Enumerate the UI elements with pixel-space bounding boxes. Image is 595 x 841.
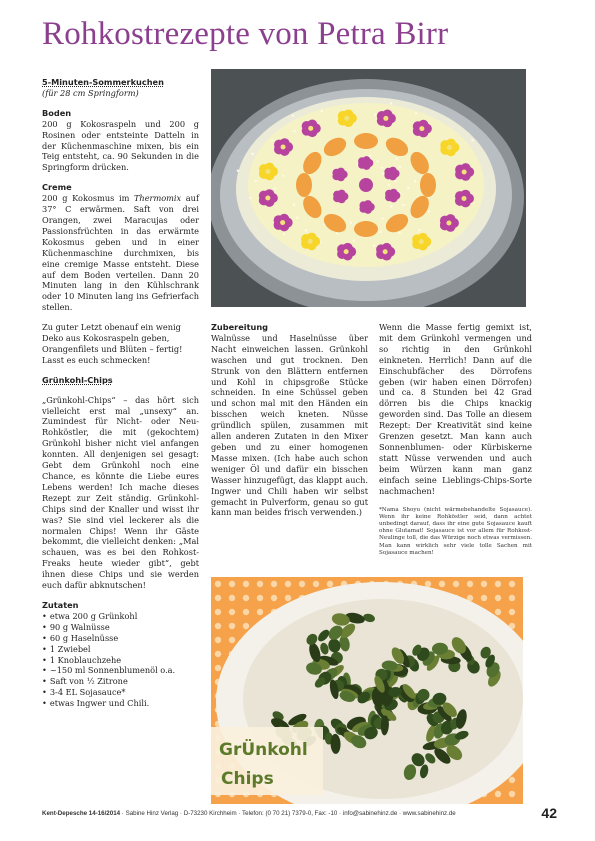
zubereitung-text: Walnüsse und Haselnüsse über Nacht einweichen lassen. Grünkohl waschen und gut trocknen. Den Strunk von den Blättern entfernen und Kohl in chipsgroße Stücke schneiden. In eine Schüssel geben und schon mal mit den Händen ein bisschen weich kneten. Nüsse gründlich spülen, zusammen mit allen anderen Zutaten in den Mixer geben und zu einer homogenen Masse mixen. (Ich habe auch schon weniger Öl und dafür ein bisschen Wasser hinzugefügt, das klappt auch. Ingwer und Chili haben wir selbst gemacht in Pulverform, genau so gut kann man beides frisch verwenden.) bbox=[211, 332, 368, 518]
recipe-title-summer-cake: 5-Minuten-Sommerkuchen bbox=[42, 77, 164, 87]
flower-center bbox=[419, 126, 424, 131]
kale-chips-illustration bbox=[211, 577, 523, 804]
flower-center bbox=[447, 145, 452, 150]
thermomix-word: Thermomix bbox=[133, 193, 182, 204]
soy-sauce-footnote: *Nama Shoyu (nicht wärmebehandelte Sojasauce). Wenn ihr keine Rohköstler seid, dann achtet unbedingt darauf, dass ihr eine gute Sojasauce kauft ohne Glutamat! Sojasauce ist vor allem für Rohkost-Neulinge toll, die das Würzige noch etwas vermissen. Man kann wirklich sehr viele tolle Sachen mit Sojasauce machen! bbox=[379, 506, 532, 556]
flower-center bbox=[462, 169, 467, 174]
flower-petal bbox=[390, 189, 398, 197]
creme-text-part2: auf 37° C erwärmen. Saft von drei Orangen, zwei Maracujas oder Passionsfrüchten in das erwärmte Kokosmus geben und in einer Küchenmaschine durchmixen, bis eine cremige Masse entsteht. Diese auf dem Boden verteilen. Dann 20 Minuten lang in den Kühlschrank oder 10 Minuten lang ins Gefrierfach stellen. bbox=[42, 193, 199, 313]
orange-slice bbox=[296, 173, 312, 197]
coconut-flake bbox=[374, 114, 376, 116]
coconut-flake bbox=[251, 153, 253, 155]
flower-petal bbox=[337, 168, 345, 176]
flower-center bbox=[462, 196, 467, 201]
coconut-flake bbox=[296, 216, 298, 218]
coconut-flake bbox=[369, 155, 371, 157]
deko-text: Zu guter Letzt obenauf ein wenig Deko aus Kokosraspeln geben, Orangenfilets und Blüten – fertig! Lasst es euch schmecken! bbox=[42, 322, 183, 365]
coconut-flake bbox=[415, 112, 417, 114]
creme-text-part1: 200 g Kokosmus im bbox=[42, 193, 134, 204]
creme-text bbox=[42, 193, 199, 313]
coconut-flake bbox=[305, 229, 307, 231]
coconut-flake bbox=[274, 187, 276, 189]
flower-center bbox=[308, 126, 313, 131]
flower-center bbox=[446, 220, 451, 225]
flower-center bbox=[344, 249, 349, 254]
coconut-flake bbox=[376, 160, 378, 162]
recipe-title-kale-chips: Grünkohl-Chips bbox=[42, 374, 113, 385]
coconut-flake bbox=[402, 204, 404, 206]
coconut-flake bbox=[255, 180, 257, 182]
flower-petal bbox=[338, 190, 346, 198]
footer-info: · Sabine Hinz Verlag · D-73230 Kirchheim · Telefon: (0 70 21) 7379-0, Fax: -10 · info@sabinehinz.de · www.sabinehinz.de bbox=[120, 810, 456, 817]
zubereitung-continued-text: Wenn die Masse fertig gemixt ist, mit dem Grünkohl vermengen und so richtig in den Grünkohl einkneten. Herrlich! Dann auf die Einschubfächer des Dörrofens geben (wir haben einen Dörrofen) und ca. 8 Stunden bei 42 Grad dörren bis die Chips knackig geworden sind. Das Tolle an diesem Rezept: Der Kreativität sind keine Grenzen gesetzt. Man kann auch Sonnenblumen- oder Kürbiskerne statt Nüsse verwenden und auch beim Würzen kann man ganz einfach seine Lieblings-Chips-Sorte nachmachen! bbox=[379, 322, 532, 496]
coconut-flake bbox=[396, 158, 398, 160]
coconut-flake bbox=[282, 174, 284, 176]
coconut-flake bbox=[249, 197, 251, 199]
ingredient-item: • 1 Zwiebel bbox=[42, 644, 199, 655]
coconut-flake bbox=[390, 102, 392, 104]
coconut-flake bbox=[293, 204, 295, 206]
chips-intro-text: „Grünkohl-Chips“ – das hört sich vielleicht erst mal „unsexy“ an. Zumindest für Nicht- oder Neu-Rohköstler, die mit (gekochtem) Grünkohl bisher nicht viel anfangen konnten. All denjenigen sei gesagt: Gebt dem Grünkohl noch eine Chance, es könnte die Liebe eures Lebens werden! Ich mache dieses Rezept zur Zeit ständig. Grünkohl-Chips sind der Knaller und wisst ihr was? Sie sind viel leckerer als die normalen Chips! Wenn ihr Gäste bekommt, die vielleicht denken: „Mal schauen, was es bei den Rohkost-Freaks heute wieder gibt“, gebt ihnen diese Chips und sie werden euch dafür abknutschen! bbox=[42, 394, 199, 591]
page-title: Rohkostrezepte von Petra Birr bbox=[42, 16, 449, 52]
coconut-flake bbox=[353, 239, 355, 241]
flower-petal bbox=[363, 156, 371, 164]
coconut-flake bbox=[292, 115, 294, 117]
coconut-flake bbox=[407, 187, 409, 189]
section-heading-zutaten: Zutaten bbox=[42, 599, 79, 610]
flower-center bbox=[419, 239, 424, 244]
page-footer bbox=[42, 805, 557, 824]
coconut-flake bbox=[418, 229, 420, 231]
center-flower bbox=[359, 178, 373, 192]
ingredient-item: • Saft von ½ Zitrone bbox=[42, 676, 199, 687]
coconut-flake bbox=[471, 139, 473, 141]
cake-illustration bbox=[211, 69, 526, 307]
coconut-flake bbox=[336, 232, 338, 234]
coconut-flake bbox=[388, 184, 390, 186]
coconut-flake bbox=[379, 231, 381, 233]
coconut-flake bbox=[381, 166, 383, 168]
ingredient-list bbox=[42, 611, 199, 709]
coconut-flake bbox=[293, 130, 295, 132]
chips-label-line1: GrÜnkohl bbox=[219, 740, 308, 760]
flower-center bbox=[281, 145, 286, 150]
orange-slice bbox=[420, 173, 436, 197]
flower-center bbox=[280, 220, 285, 225]
coconut-flake bbox=[390, 205, 392, 207]
coconut-flake bbox=[399, 166, 401, 168]
ingredient-item: • 60 g Haselnüsse bbox=[42, 633, 199, 644]
kale-chips-photo bbox=[211, 577, 523, 804]
ingredient-item: • 90 g Walnüsse bbox=[42, 622, 199, 633]
coconut-flake bbox=[373, 244, 375, 246]
coconut-flake bbox=[237, 170, 239, 172]
orange-slice bbox=[354, 221, 378, 237]
coconut-flake bbox=[414, 180, 416, 182]
coconut-flake bbox=[271, 139, 273, 141]
flower-center bbox=[344, 116, 349, 121]
flower-center bbox=[383, 249, 388, 254]
page-number: 42 bbox=[541, 805, 557, 821]
orange-slice bbox=[354, 133, 378, 149]
boden-text: 200 g Kokosraspeln und 200 g Rosinen oder entsteinte Datteln in der Küchenmaschine mixen, bis ein Teig entsteht, ca. 90 Sekunden in die Springform drücken. bbox=[42, 118, 199, 173]
flower-center bbox=[383, 116, 388, 121]
coconut-flake bbox=[382, 217, 384, 219]
chips-label-line2: Chips bbox=[221, 769, 274, 789]
coconut-flake bbox=[283, 233, 285, 235]
ingredient-item: • etwa 200 g Grünkohl bbox=[42, 611, 199, 622]
right-column bbox=[379, 322, 532, 557]
flower-petal bbox=[389, 167, 397, 175]
flower-center bbox=[308, 239, 313, 244]
middle-column bbox=[211, 322, 368, 527]
left-column bbox=[42, 77, 199, 709]
coconut-flake bbox=[350, 222, 352, 224]
section-heading-zubereitung: Zubereitung bbox=[211, 322, 269, 332]
ingredient-item: • 3-4 EL Sojasauce* bbox=[42, 687, 199, 698]
coconut-flake bbox=[398, 232, 400, 234]
flower-center bbox=[265, 196, 270, 201]
ingredient-item: • ~150 ml Sonnenblumenöl o.a. bbox=[42, 665, 199, 676]
coconut-flake bbox=[382, 172, 384, 174]
footer-publication: Kent-Depesche 14-16/2014 bbox=[42, 810, 121, 817]
coconut-flake bbox=[320, 110, 322, 112]
flower-petal bbox=[364, 200, 372, 208]
ingredient-item: • etwas Ingwer und Chili. bbox=[42, 698, 199, 709]
recipe-subtitle: (für 28 cm Springform) bbox=[42, 87, 139, 98]
ingredient-item: • 1 Knoblauchzehe bbox=[42, 655, 199, 666]
section-heading-boden: Boden bbox=[42, 107, 72, 118]
summer-cake-photo bbox=[211, 69, 526, 307]
section-heading-creme: Creme bbox=[42, 182, 72, 193]
coconut-flake bbox=[428, 210, 430, 212]
flower-center bbox=[265, 169, 270, 174]
